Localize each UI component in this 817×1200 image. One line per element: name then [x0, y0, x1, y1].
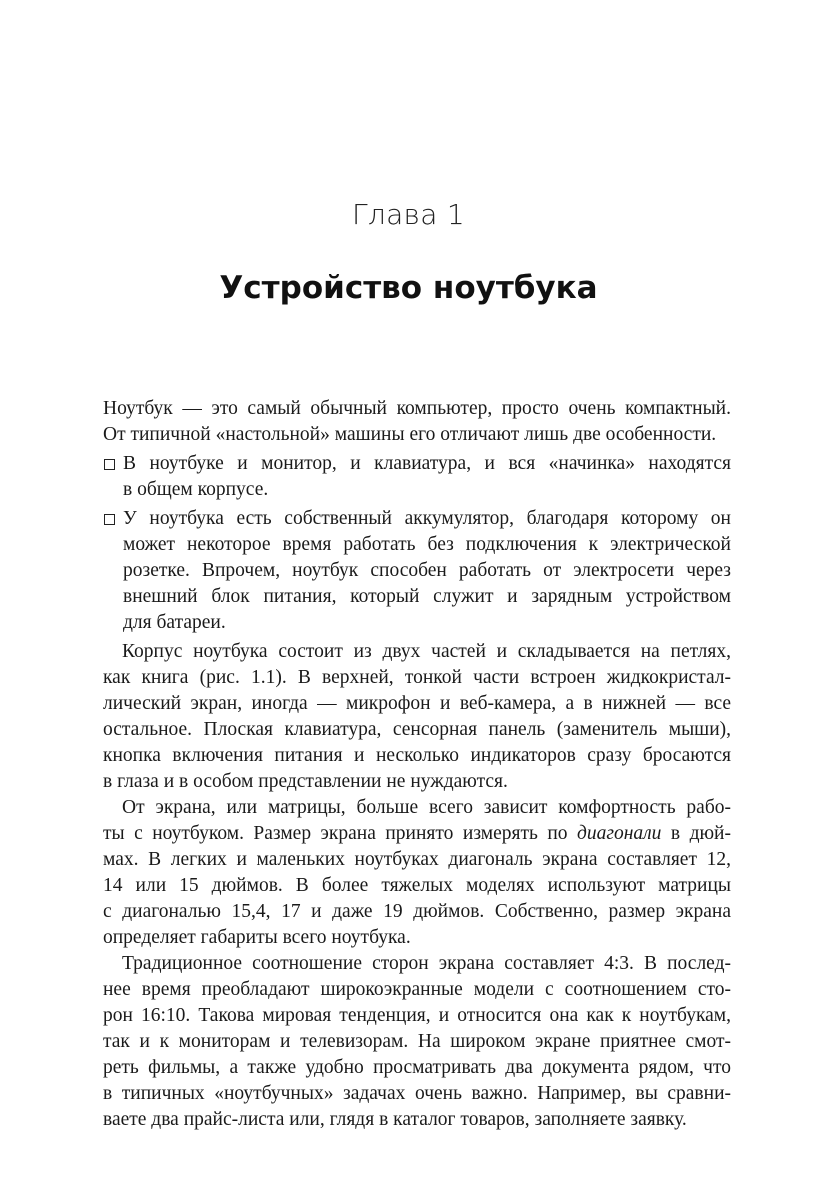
text-line: 14 или 15 дюймов. В более тяжелых моделях используют матрицы — [103, 875, 731, 896]
chapter-label: Глава 1 — [351, 198, 466, 231]
text-line: в типичных «ноутбучных» задачах очень важно. Например, вы сравни- — [103, 1083, 731, 1104]
text-line: В ноутбуке и монитор, и клавиатура, и вся «начинка» находятся — [123, 453, 731, 474]
text-line: в глаза и в особом представлении не нуждаются. — [103, 771, 508, 792]
bullet-item — [103, 451, 731, 503]
text-line: в общем корпусе. — [123, 479, 269, 500]
text-segment: в дюй- — [661, 823, 731, 844]
text-line: определяет габариты всего ноутбука. — [103, 927, 411, 948]
text-line: для батареи. — [123, 612, 226, 633]
text-line: как книга (рис. 1.1). В верхней, тонкой части встроен жидкокристал- — [103, 667, 731, 688]
bullet-item — [103, 506, 731, 636]
text-line: лический экран, иногда — микрофон и веб-камера, а в нижней — все — [103, 693, 731, 714]
body-text — [103, 396, 731, 1133]
text-line: У ноутбука есть собственный аккумулятор, благодаря которому он — [123, 508, 731, 529]
text-segment: ты с ноутбуком. Размер экрана принято измерять по — [103, 823, 578, 844]
paragraph — [103, 951, 731, 1133]
checkbox-bullet-icon — [104, 459, 115, 470]
text-line: может некоторое время работать без подключения к электрической — [123, 534, 731, 555]
text-line: Ноутбук — это самый обычный компьютер, просто очень компактный. — [103, 398, 731, 419]
text-line: так и к мониторам и телевизорам. На широком экране приятнее смот- — [103, 1031, 731, 1052]
text-line: реть фильмы, а также удобно просматривать два документа рядом, что — [103, 1057, 731, 1078]
text-line: рон 16:10. Такова мировая тенденция, и относится она как к ноутбукам, — [103, 1005, 731, 1026]
text-line — [103, 821, 731, 847]
checkbox-bullet-icon — [104, 514, 115, 525]
text-line: От экрана, или матрицы, больше всего зависит комфортность рабо- — [122, 797, 731, 818]
text-line: розетке. Впрочем, ноутбук способен работать от электросети через — [123, 560, 731, 581]
text-line: Традиционное соотношение сторон экрана составляет 4:3. В послед- — [122, 953, 731, 974]
text-line: нее время преобладают широкоэкранные модели с соотношением сто- — [103, 979, 731, 1000]
chapter-title: Устройство ноутбука — [219, 270, 598, 306]
text-line: кнопка включения питания и несколько индикаторов сразу бросаются — [103, 745, 731, 766]
text-line: мах. В легких и маленьких ноутбуках диагональ экрана составляет 12, — [103, 849, 731, 870]
text-line: От типичной «настольной» машины его отличают лишь две особенности. — [103, 424, 717, 445]
text-line: внешний блок питания, который служит и зарядным устройством — [123, 586, 731, 607]
text-line: Корпус ноутбука состоит из двух частей и складывается на петлях, — [122, 641, 731, 662]
text-line: с диагональю 15,4, 17 и даже 19 дюймов. Собственно, размер экрана — [103, 901, 731, 922]
emphasis-text: диагонали — [577, 823, 662, 844]
text-line: ваете два прайс-листа или, глядя в каталог товаров, заполняете заявку. — [103, 1109, 687, 1130]
paragraph — [103, 639, 731, 795]
paragraph — [103, 795, 731, 951]
text-line: остальное. Плоская клавиатура, сенсорная панель (заменитель мыши), — [103, 719, 731, 740]
paragraph — [103, 396, 731, 448]
